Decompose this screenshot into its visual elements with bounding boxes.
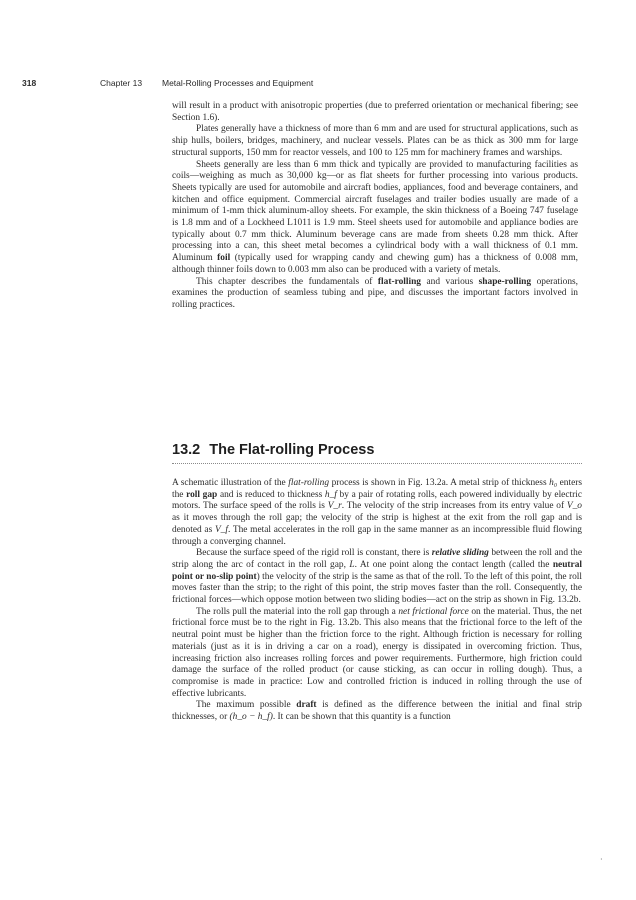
paragraph: The rolls pull the material into the roll gap through a net frictional force on the material. Thus, the net frictional force must be to the right in Fig. 13.2b. This also means that the frictional force to the left of the neutral point must be higher than the friction force to the right. Although friction is necessary for rolling materials (just as it is in driving a car on a road), energy is dissipated in overcoming friction. Thus, increasing friction also increases rolling forces and power requirements. Furthermore, high friction could damage the surface of the rolled product (or cause sticking, as can occur in rolling dough). Thus, a compromise is made in practice: Low and controlled friction is induced in rolling through the use of effective lubricants. [172,606,582,699]
term-plates: Plates [196,124,219,135]
section-heading [172,442,582,458]
paragraph: Because the surface speed of the rigid roll is constant, there is relative sliding between the roll and the strip along the arc of contact in the roll gap, L. At one point along the contact length (called the neutral point or no-slip point) the velocity of the strip is the same as that of the roll. To the left of this point, the roll moves faster than the strip; to the right of this point, the strip moves faster than the roll. Consequently, the frictional forces—which oppose motion between two sliding bodies—act on the strip as shown in Fig. 13.2b. [172,548,582,606]
section-13-2 [172,442,582,724]
term-sheets: Sheets [196,159,221,170]
section-title: The Flat-rolling Process [209,442,375,458]
paragraph-sheets: Sheets generally are less than 6 mm thick and typically are provided to manufacturing facilities as coils—weighing as much as 30,000 kg—or as flat sheets for further processing into various products. Sheets typically are used for automobile and aircraft bodies, appliances, food and beverage containers, and kitchen and office equipment. Commercial aircraft fuselages and trailer bodies usually are made of a minimum of 1-mm thick aluminum-alloy sheets. For example, the skin thickness of a Boeing 747 fuselage is 1.8 mm and of a Lockheed L1011 is 1.9 mm. Steel sheets used for automobile and appliance bodies are typically about 0.7 mm thick. Aluminum beverage cans are made from sheets 0.28 mm thick. After processing into a can, this sheet metal becomes a cylindrical body with a wall thickness of 0.1 mm. Aluminum foil (typically used for wrapping candy and chewing gum) has a thickness of 0.008 mm, although thinner foils down to 0.003 mm also can be produced with a variety of metals. [172,159,578,275]
term-net-frictional-force: net frictional force [398,606,469,617]
page-mark: · [600,855,603,864]
term-shape-rolling: shape-rolling [478,276,532,287]
section-number: 13.2 [172,442,201,458]
chapter-title: Metal-Rolling Processes and Equipment [162,78,314,88]
page-number: 318 [22,78,37,88]
paragraph: The maximum possible draft is defined as the difference between the initial and final strip thicknesses, or (h_o − h_f). It can be shown that this quantity is a function [172,700,582,723]
term-relative-sliding: relative sliding [431,548,489,559]
paragraph: will result in a product with anisotropic properties (due to preferred orientation or mechanical fibering; see Section 1.6). [172,101,578,123]
paragraph-plates: Plates generally have a thickness of more than 6 mm and are used for structural applications, such as ship hulls, boilers, bridges, machinery, and nuclear vessels. Plates can be as thick as 300 mm for large structural supports, 150 mm for reactor vessels, and 100 to 125 mm for machinery frames and warships. [172,124,578,158]
term-neutral-point: neutral point or no-slip point [172,559,582,582]
term-draft: draft [296,700,317,711]
paragraph-chapter-overview: This chapter describes the fundamentals of flat-rolling and various shape-rolling operations, examines the production of seamless tubing and pipe, and discusses the important factors involved in rolling practices. [172,276,578,310]
term-roll-gap: roll gap [186,489,218,500]
section-rule [172,463,582,464]
intro-text [172,101,578,312]
section-body [172,478,582,724]
paragraph: A schematic illustration of the flat-rolling process is shown in Fig. 13.2a. A metal strip of thickness h₀ enters the roll gap and is reduced to thickness h_f by a pair of rotating rolls, each powered individually by electric motors. The surface speed of the rolls is V_r. The velocity of the strip increases from its entry value of V_o as it moves through the roll gap; the velocity of the strip is highest at the exit from the roll gap and is denoted as V_f. The metal accelerates in the roll gap in the same manner as an incompressible fluid flowing through a converging channel. [172,478,582,547]
chapter-label: Chapter 13 [100,78,143,88]
term-foil: foil [217,253,231,264]
running-header [22,78,596,92]
term-flat-rolling: flat-rolling [377,276,421,287]
